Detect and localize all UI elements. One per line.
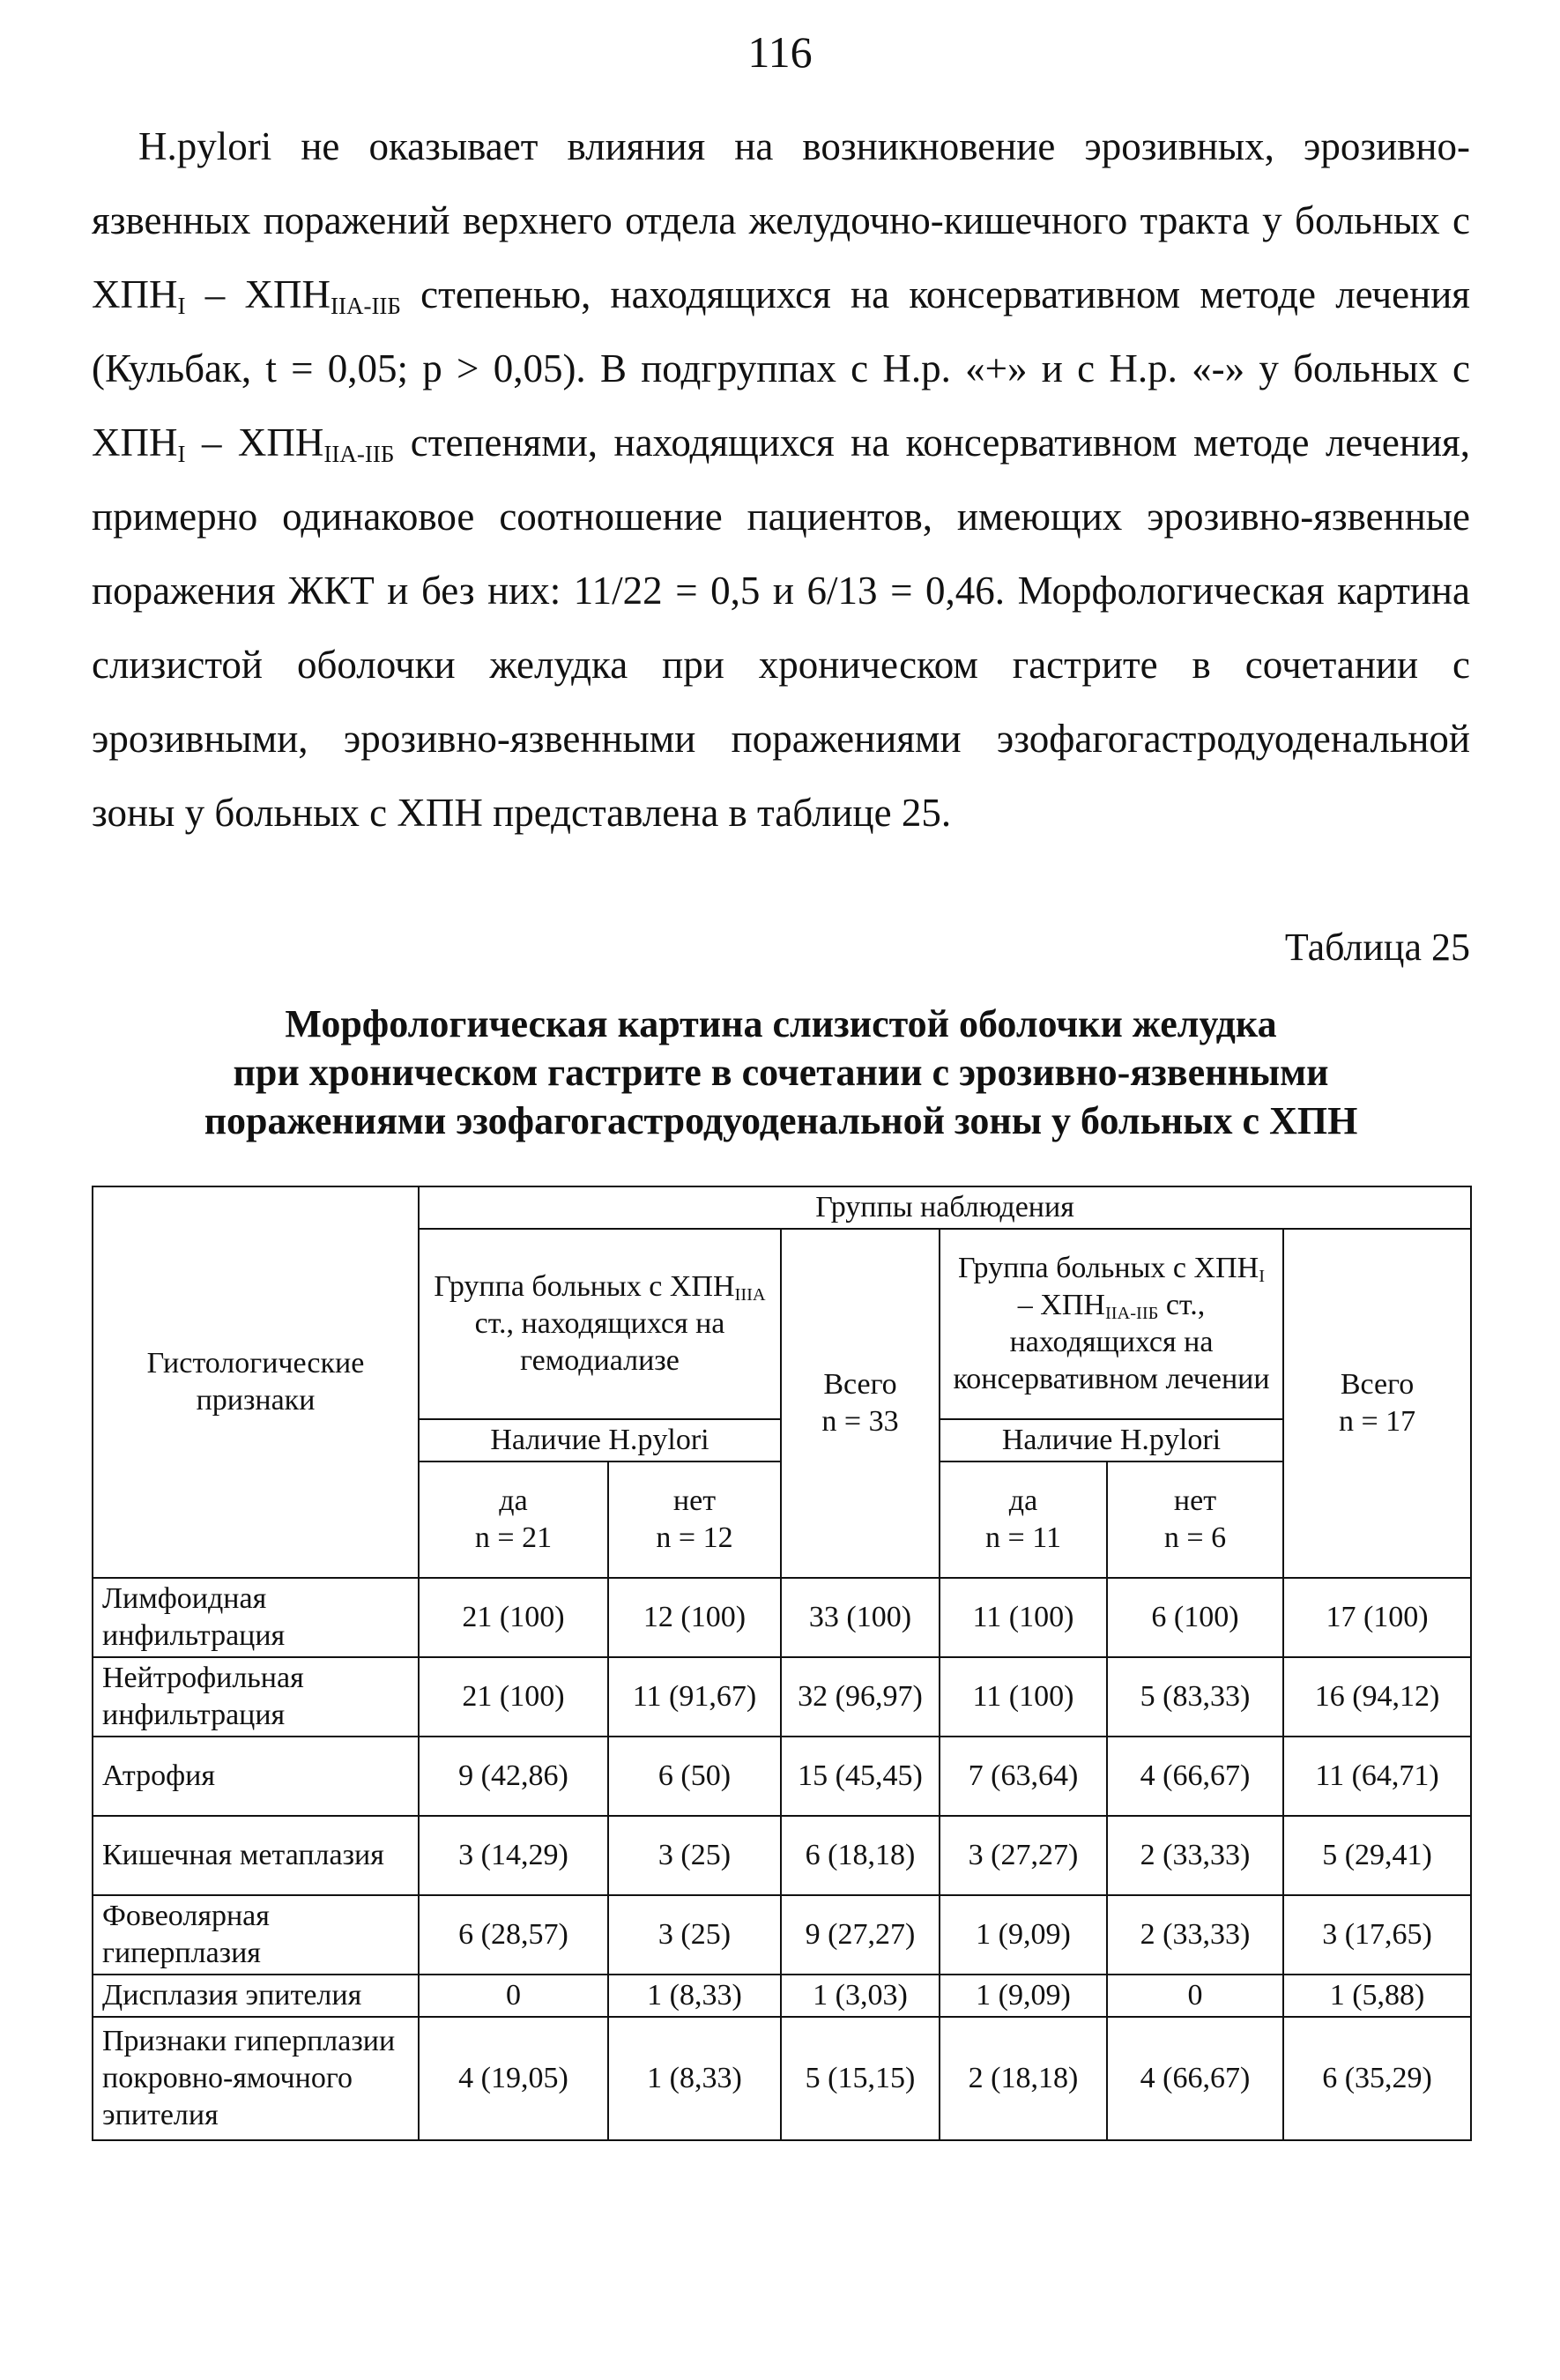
table-row	[93, 1816, 1471, 1895]
value-cell: 4 (66,67)	[1107, 1737, 1283, 1816]
value-cell: 15 (45,45)	[781, 1737, 940, 1816]
value-cell: 1 (9,09)	[940, 1895, 1107, 1975]
group1-header: Группа больных с $ХПН_{IIIА}$ ст., находящихся на гемодиализе	[419, 1229, 781, 1419]
feature-cell: Атрофия	[93, 1737, 419, 1816]
table-row	[93, 1975, 1471, 2017]
feature-cell: Нейтрофильная инфильтрация	[93, 1657, 419, 1737]
value-cell: 3 (25)	[608, 1816, 781, 1895]
value-cell: 0	[419, 1975, 608, 2017]
table-row	[93, 1657, 1471, 1737]
hp-presence-header: Наличие H.pylori	[419, 1419, 781, 1461]
paragraph-text: – ХПН	[185, 272, 331, 316]
value-cell: 5 (83,33)	[1107, 1657, 1283, 1737]
value-cell: 6 (100)	[1107, 1578, 1283, 1657]
feature-header: Гистологические признаки	[93, 1186, 419, 1578]
value-cell: 21 (100)	[419, 1578, 608, 1657]
value-cell: 7 (63,64)	[940, 1737, 1107, 1816]
value-cell: 0	[1107, 1975, 1283, 2017]
value-cell: 2 (33,33)	[1107, 1816, 1283, 1895]
table-title-line: поражениями эзофагогастродуоденальной зоны у больных с ХПН	[204, 1099, 1358, 1142]
hp-presence-header: Наличие H.pylori	[940, 1419, 1283, 1461]
value-cell: 33 (100)	[781, 1578, 940, 1657]
subcol-g2-yes: да n = 11	[940, 1461, 1107, 1578]
subcol-g2-no: нет n = 6	[1107, 1461, 1283, 1578]
value-cell: 3 (14,29)	[419, 1816, 608, 1895]
group2-header: Группа больных с $ХПН_I - ХПН_{IIА-IIБ}$ ст., находящихся на консервативном лечении	[940, 1229, 1283, 1419]
table-label: Таблица 25	[1284, 926, 1470, 969]
value-cell: 1 (8,33)	[608, 2017, 781, 2140]
subscript: I	[177, 292, 186, 319]
feature-cell: Признаки гиперплазии покровно-ямочного эпителия	[93, 2017, 419, 2140]
subscript: IIА-IIБ	[323, 440, 395, 467]
page-number: 116	[747, 27, 813, 77]
table-row	[93, 2017, 1471, 2140]
value-cell: 1 (9,09)	[940, 1975, 1107, 2017]
value-cell: 4 (19,05)	[419, 2017, 608, 2140]
paragraph-text: степенью, находящихся на консервативном методе лечения (Кульбак, t = 0,05; p > 0,05). В подгруппах с H.p. «+» и с H.p. «-» у больных с ХПН	[92, 272, 1470, 465]
value-cell: 3 (25)	[608, 1895, 781, 1975]
value-cell: 6 (35,29)	[1283, 2017, 1471, 2140]
value-cell: 5 (29,41)	[1283, 1816, 1471, 1895]
subcol-g1-no: нет n = 12	[608, 1461, 781, 1578]
value-cell: 11 (100)	[940, 1657, 1107, 1737]
table-title-line: Морфологическая картина слизистой оболочки желудка	[285, 1002, 1277, 1045]
value-cell: 2 (18,18)	[940, 2017, 1107, 2140]
value-cell: 2 (33,33)	[1107, 1895, 1283, 1975]
value-cell: 11 (64,71)	[1283, 1737, 1471, 1816]
value-cell: 6 (28,57)	[419, 1895, 608, 1975]
paragraph-text: степенями, находящихся на консервативном методе лечения, примерно одинаковое соотношение пациентов, имеющих эрозивно-язвенные поражения ЖКТ и без них: 11/22 = 0,5 и 6/13 = 0,46. Морфологическая картина слизистой оболочки желудка при хроническом гастрите в сочетании с эрозивными, эрозивно-язвенными поражениями эзофагогастродуоденальной зоны у больных с ХПН представлена в таблице 25.	[92, 420, 1471, 835]
value-cell: 32 (96,97)	[781, 1657, 940, 1737]
value-cell: 9 (27,27)	[781, 1895, 940, 1975]
feature-cell: Дисплазия эпителия	[93, 1975, 419, 2017]
table-row	[93, 1578, 1471, 1657]
feature-cell: Кишечная метаплазия	[93, 1816, 419, 1895]
data-table	[92, 1186, 1472, 2141]
value-cell: 17 (100)	[1283, 1578, 1471, 1657]
value-cell: 6 (18,18)	[781, 1816, 940, 1895]
paragraph-text: H.pylori не оказывает влияния на возникновение эрозивных, эрозивно-язвенных поражений верхнего отдела желудочно-кишечного тракта у больных с ХПН	[92, 124, 1470, 316]
value-cell: 12 (100)	[608, 1578, 781, 1657]
subcol-g1-yes: да n = 21	[419, 1461, 608, 1578]
value-cell: 1 (8,33)	[608, 1975, 781, 2017]
subscript: IIА-IIБ	[330, 292, 401, 319]
value-cell: 9 (42,86)	[419, 1737, 608, 1816]
table-title-line: при хроническом гастрите в сочетании с эрозивно-язвенными	[233, 1051, 1329, 1094]
value-cell: 6 (50)	[608, 1737, 781, 1816]
table-row	[93, 1737, 1471, 1816]
value-cell: 3 (27,27)	[940, 1816, 1107, 1895]
paragraph-text: – ХПН	[185, 420, 324, 465]
value-cell: 1 (5,88)	[1283, 1975, 1471, 2017]
value-cell: 3 (17,65)	[1283, 1895, 1471, 1975]
total1-header: Всего n = 33	[781, 1229, 940, 1578]
value-cell: 11 (91,67)	[608, 1657, 781, 1737]
value-cell: 5 (15,15)	[781, 2017, 940, 2140]
feature-cell: Лимфоидная инфильтрация	[93, 1578, 419, 1657]
table-title	[92, 1000, 1470, 1145]
body-paragraph	[92, 109, 1470, 850]
subscript: I	[177, 440, 186, 467]
value-cell: 4 (66,67)	[1107, 2017, 1283, 2140]
feature-cell: Фовеолярная гиперплазия	[93, 1895, 419, 1975]
value-cell: 16 (94,12)	[1283, 1657, 1471, 1737]
value-cell: 11 (100)	[940, 1578, 1107, 1657]
value-cell: 1 (3,03)	[781, 1975, 940, 2017]
table-row	[93, 1895, 1471, 1975]
groups-header: Группы наблюдения	[419, 1186, 1471, 1229]
value-cell: 21 (100)	[419, 1657, 608, 1737]
total2-header: Всего n = 17	[1283, 1229, 1471, 1578]
